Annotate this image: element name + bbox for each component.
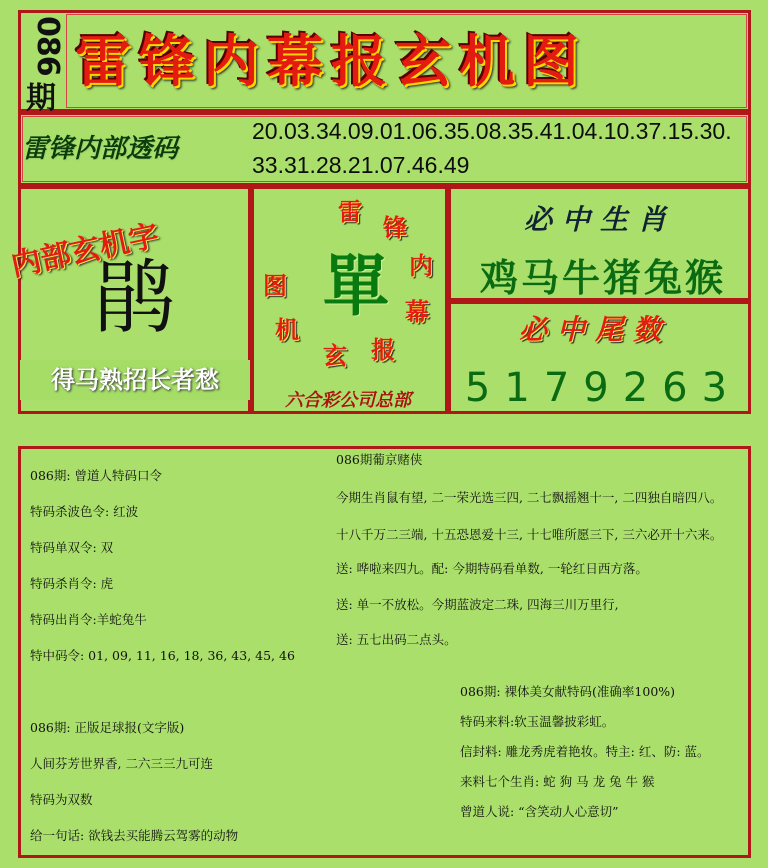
ring-char: 幕 xyxy=(405,297,429,326)
right-line: 送: 单一不放松。今期蓝波定二珠, 四海三川万里行, xyxy=(336,597,619,612)
must-zodiac-values: 鸡马牛猪兔猴 xyxy=(479,255,726,300)
issue-number xyxy=(22,14,64,114)
inside-riddle-character: 鹃 xyxy=(95,251,175,344)
codes-line-2: 33.31.28.21.07.46.49 xyxy=(252,152,470,178)
beauty-line: 086期: 裸体美女献特码(准确率100%) xyxy=(460,684,676,699)
must-tail-digits: 5179263 xyxy=(464,365,742,411)
ring-char: 雷 xyxy=(338,197,362,226)
must-tail-label: 必中尾数 xyxy=(518,313,671,346)
beauty-line: 曾道人说: “含笑动人心意切” xyxy=(460,804,619,819)
company-label: 六合彩公司总部 xyxy=(285,390,411,411)
codes-label: 雷锋内部透码 xyxy=(22,134,179,164)
beauty-line: 来料七个生肖: 蛇 狗 马 龙 兔 牛 猴 xyxy=(460,774,655,789)
left-line: 特码单双令: 双 xyxy=(30,540,114,555)
ring-char: 玄 xyxy=(323,341,347,370)
left-line: 特码杀肖令: 虎 xyxy=(30,576,114,591)
ring-char: 锋 xyxy=(383,213,407,242)
right-line: 086期葡京赌侠 xyxy=(336,452,423,467)
football-line: 086期: 正版足球报(文字版) xyxy=(30,720,185,735)
inside-riddle-label: 内部玄机字 xyxy=(8,218,163,284)
football-line: 人间芬芳世界香, 二六三三九可连 xyxy=(30,756,213,771)
must-zodiac-label: 必中生肖 xyxy=(523,203,676,236)
left-line: 086期: 曾道人特码口令 xyxy=(30,468,163,483)
beauty-line: 信封料: 雕龙秀虎着艳妆。特主: 红、防: 蓝。 xyxy=(460,744,710,759)
issue-suffix: 期 xyxy=(26,81,56,116)
ring-char: 图 xyxy=(263,271,287,300)
right-line: 十八千万二三端, 十五恐恩爱十三, 十七唯所愿三下, 三六必开十六来。 xyxy=(336,527,723,542)
codes-line-1: 20.03.34.09.01.06.35.08.35.41.04.10.37.15.30. xyxy=(252,118,732,144)
left-line: 特码杀波色令: 红波 xyxy=(30,504,139,519)
football-line: 特码为双数 xyxy=(30,792,93,807)
ring-char: 内 xyxy=(409,251,433,280)
right-line: 送: 五七出码二点头。 xyxy=(336,632,457,647)
ring-char: 报 xyxy=(371,335,395,364)
page-title: 雷锋内幕报玄机图 xyxy=(75,29,587,95)
right-line: 送: 哗啦来四九。配: 今期特码看单数, 一轮红日西方落。 xyxy=(336,561,648,576)
ring-char: 机 xyxy=(275,315,299,344)
issue-number-digits: 086 xyxy=(30,16,65,76)
football-line: 给一句话: 欲钱去买能腾云驾雾的动物 xyxy=(30,828,239,843)
beauty-line: 特码来料:软玉温馨披彩虹。 xyxy=(460,714,615,729)
center-character: 單 xyxy=(323,247,389,325)
right-line: 今期生肖鼠有望, 二一荣光选三四, 二七飘摇翘十一, 二四独自暗四八。 xyxy=(336,490,723,505)
left-line: 特码出肖令:羊蛇兔牛 xyxy=(30,612,147,627)
inside-riddle-text: 得马熟招长者愁 xyxy=(20,360,250,400)
left-line: 特中码令: 01, 09, 11, 16, 18, 36, 43, 45, 46 xyxy=(30,648,295,663)
